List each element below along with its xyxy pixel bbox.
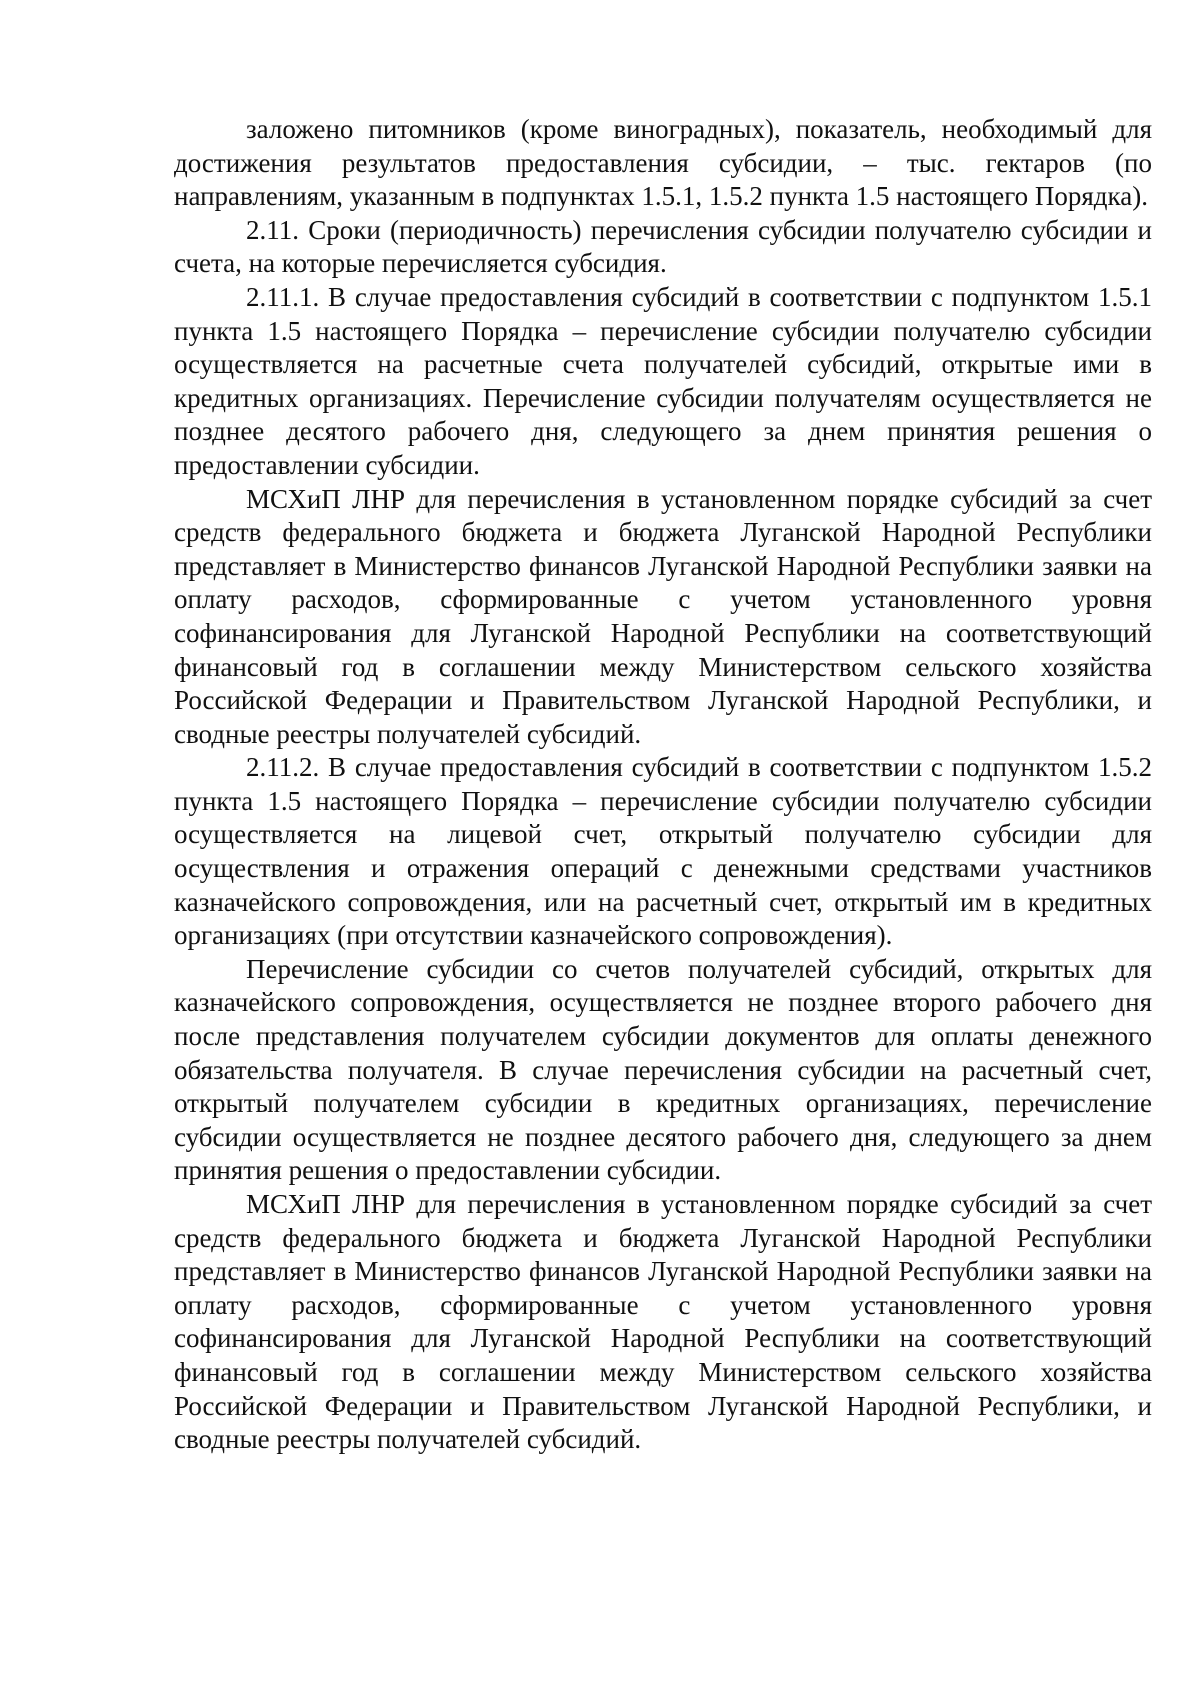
paragraph-transfer-terms: Перечисление субсидии со счетов получателей субсидий, открытых для казначейского сопровождения, осуществляется не позднее второго рабочего дня после представления получателем субсидии документов для оплаты денежного обязательства получателя. В случае перечисления субсидии на расчетный счет, открытый получателем субсидии в кредитных организациях, перечисление субсидии осуществляется не позднее десятого рабочего дня, следующего за днем принятия решения о предоставлении субсидии.	[174, 953, 1152, 1186]
paragraph-section-2-11-2: 2.11.2. В случае предоставления субсидий в соответствии с подпунктом 1.5.2 пункта 1.5 настоящего Порядка – перечисление субсидии получателю субсидии осуществляется на лицевой счет, открытый получателю субсидии для осуществления и отражения операций с денежными средствами участников казначейского сопровождения, или на расчетный счет, открытый им в кредитных организациях (при отсутствии казначейского сопровождения).	[174, 752, 1152, 951]
paragraph-continuation: заложено питомников (кроме виноградных), показатель, необходимый для достижения результатов предоставления субсидии, – тыс. гектаров (по направлениям, указанным в подпунктах 1.5.1, 1.5.2 пункта 1.5 настоящего Порядка).	[174, 114, 1152, 212]
paragraph-mskhip-requests-1: МСХиП ЛНР для перечисления в установленном порядке субсидий за счет средств федерального бюджета и бюджета Луганской Народной Республики представляет в Министерство финансов Луганской Народной Республики заявки на оплату расходов, сформированные с учетом установленного уровня софинансирования для Луганской Народной Республики на соответствующий финансовый год в соглашении между Министерством сельского хозяйства Российской Федерации и Правительством Луганской Народной Республики, и сводные реестры получателей субсидий.	[174, 483, 1152, 749]
paragraph-section-2-11: 2.11. Сроки (периодичность) перечисления субсидии получателю субсидии и счета, на которые перечисляется субсидия.	[174, 214, 1152, 279]
paragraph-section-2-11-1: 2.11.1. В случае предоставления субсидий в соответствии с подпунктом 1.5.1 пункта 1.5 настоящего Порядка – перечисление субсидии получателю субсидии осуществляется на расчетные счета получателей субсидий, открытые ими в кредитных организациях. Перечисление субсидии получателям осуществляется не позднее десятого рабочего дня, следующего за днем принятия решения о предоставлении субсидии.	[174, 281, 1152, 480]
document-body	[174, 113, 1152, 1457]
paragraph-mskhip-requests-2: МСХиП ЛНР для перечисления в установленном порядке субсидий за счет средств федерального бюджета и бюджета Луганской Народной Республики представляет в Министерство финансов Луганской Народной Республики заявки на оплату расходов, сформированные с учетом установленного уровня софинансирования для Луганской Народной Республики на соответствующий финансовый год в соглашении между Министерством сельского хозяйства Российской Федерации и Правительством Луганской Народной Республики, и сводные реестры получателей субсидий.	[174, 1189, 1152, 1455]
